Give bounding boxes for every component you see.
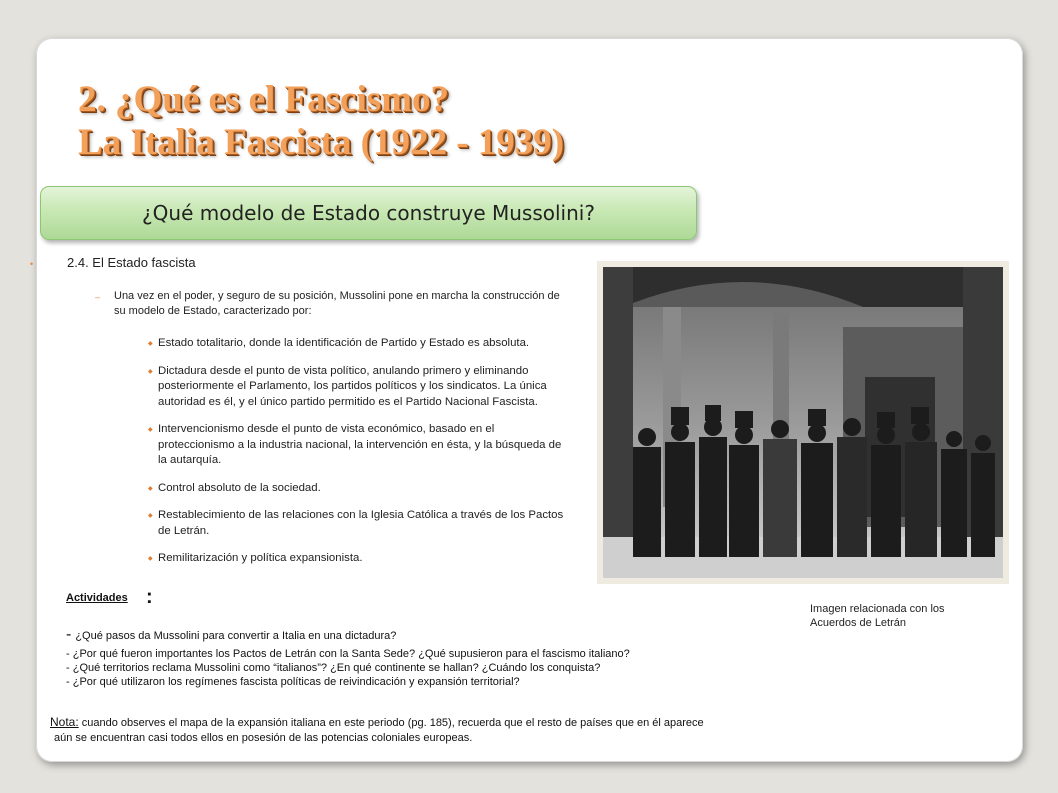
section-bullet-icon: • [30,259,34,269]
activity-question-4: - ¿Por qué utilizaron los regímenes fascista políticas de reivindicación y expansión territorial? [66,676,520,689]
section-intro: Una vez en el poder, y seguro de su posición, Mussolini pone en marcha la construcción de su modelo de Estado, caracterizado por: [114,290,560,317]
question-box: ¿Qué modelo de Estado construye Mussolini? [40,186,697,240]
activity-question-2: - ¿Por qué fueron importantes los Pactos de Letrán con la Santa Sede? ¿Qué supusieron para el fascismo italiano? [66,648,630,660]
list-item: ◆ Remilitarización y política expansionista. [158,551,570,567]
photo-caption: Imagen relacionada con los Acuerdos de Letrán [810,603,945,629]
activity-question-1 [66,626,396,644]
activities-colon: : [146,586,153,608]
list-item: ◆ Control absoluto de la sociedad. [158,481,570,497]
activity-question-3: - ¿Qué territorios reclama Mussolini como “italianos”? ¿En qué continente se hallan? ¿Cuándo los conquista? [66,662,601,675]
slide-title [78,78,564,164]
photo-illustration [603,267,1003,578]
title-line-1: 2. ¿Qué es el Fascismo? [78,79,449,120]
note [50,715,870,746]
note-line-2: aún se encuentran casi todos ellos en posesión de las potencias coloniales europeas. [54,732,473,744]
title-line-2: La Italia Fascista (1922 - 1939) [78,122,565,163]
activities-title: Actividades [66,592,128,604]
activity-questions [66,647,736,690]
question-1-text: ¿Qué pasos da Mussolini para convertir a Italia en una dictadura? [75,630,397,642]
question-dash: - [66,626,72,643]
lateran-pacts-photo [597,261,1009,584]
note-line-1: cuando observes el mapa de la expansión italiana en este periodo (pg. 185), recuerda que el resto de países que en él aparece [78,717,704,729]
list-item: ◆ Restablecimiento de las relaciones con la Iglesia Católica a través de los Pactos de Letrán. [158,508,570,539]
note-label: Nota: [50,715,79,729]
list-item: ◆ Dictadura desde el punto de vista político, anulando primero y eliminando posteriormente el Parlamento, los partidos políticos y los sindicatos. La única autoridad es él, y el único partido permitido es el Partido Nacional Fascista. [158,364,570,411]
list-item: ◆ Intervencionismo desde el punto de vista económico, basado en el proteccionismo a la industria nacional, la intervención en ésta, y la búsqueda de la autarquía. [158,422,570,469]
characteristics-list [158,336,570,579]
section-heading: 2.4. El Estado fascista [67,255,196,270]
intro-dash-icon: – [95,292,101,302]
list-item: ◆ Estado totalitario, donde la identificación de Partido y Estado es absoluta. [158,336,570,352]
